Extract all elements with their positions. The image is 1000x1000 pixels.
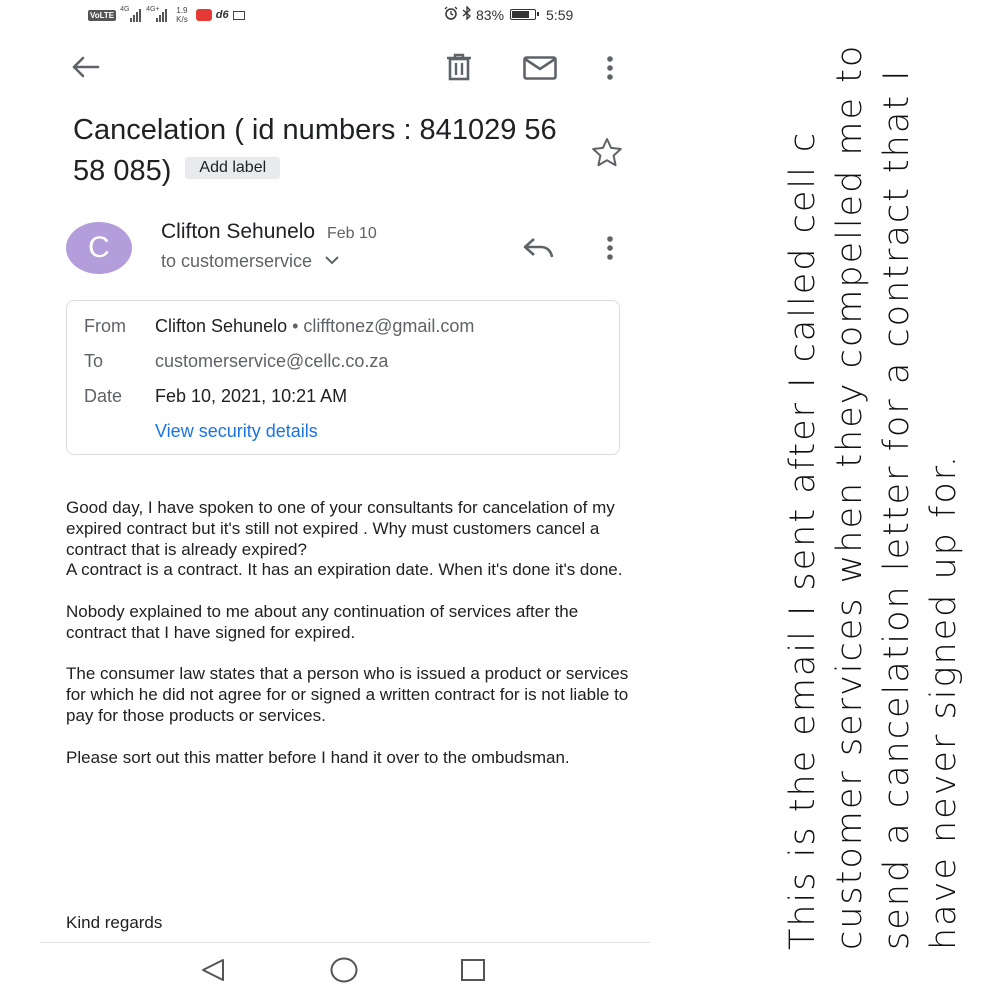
recipient-summary: to customerservice (161, 251, 313, 271)
from-value (155, 316, 474, 337)
mark-unread-mail-icon[interactable] (523, 56, 557, 80)
network-type-1: 4G (120, 6, 130, 13)
note-line-3: send a cancelation letter for a contract that I (877, 68, 917, 950)
nav-divider (40, 942, 650, 943)
reply-icon[interactable] (523, 236, 555, 260)
more-options-icon[interactable] (605, 55, 615, 81)
view-security-details-link[interactable]: View security details (155, 421, 318, 441)
message-more-options-icon[interactable] (605, 235, 615, 261)
app-notification-icon (196, 9, 212, 21)
body-paragraph-3: The consumer law states that a person who is issued a product or services for which he did not agree for or signed a written contract for is not liable to pay for those products or services. (66, 664, 629, 725)
network-speed-unit: K/s (176, 15, 188, 24)
nav-recents-icon[interactable] (460, 958, 486, 982)
network-speed (176, 6, 188, 24)
message-details-card (66, 300, 620, 455)
alarm-icon (444, 6, 458, 23)
delete-trash-icon[interactable] (445, 52, 473, 82)
battery-icon (510, 9, 536, 20)
volte-badge: VoLTE (90, 10, 115, 20)
battery-percent: 83% (476, 6, 505, 23)
nav-back-icon[interactable] (200, 958, 226, 982)
from-email: • clifftonez@gmail.com (292, 316, 475, 336)
note-line-2: customer services when they compelled me to (830, 43, 870, 950)
from-label: From (84, 316, 126, 336)
chevron-down-icon[interactable] (325, 253, 339, 268)
bluetooth-icon (462, 6, 472, 23)
status-right (444, 6, 573, 23)
handwritten-note (780, 43, 964, 950)
clock: 5:59 (546, 6, 574, 23)
signal-1-icon (120, 8, 142, 22)
date-label: Date (84, 386, 123, 406)
body-paragraph-1: Good day, I have spoken to one of your consultants for cancelation of my expired contract but it's still not expired . Why must customers cancel a contract that is already expired? A contract is a contract. It has an expiration date. When it's done it's done. (66, 498, 623, 580)
back-arrow-icon[interactable] (70, 55, 100, 79)
email-subject-text: Cancelation ( id numbers : 841029 56 58 085) (73, 114, 557, 187)
sender-name: Clifton Sehunelo (161, 220, 316, 243)
from-name: Clifton Sehunelo (155, 316, 288, 336)
sender-line (161, 220, 377, 244)
date-value: Feb 10, 2021, 10:21 AM (155, 386, 348, 406)
sender-avatar[interactable]: C (66, 222, 132, 274)
add-label-button[interactable]: Add label (185, 157, 280, 179)
network-speed-value: 1.9 (176, 6, 188, 15)
body-paragraph-2: Nobody explained to me about any continuation of services after the contract that I have signed for expired. (66, 601, 579, 642)
sender-date: Feb 10 (326, 225, 377, 242)
body-paragraph-4: Please sort out this matter before I hand it over to the ombudsman. (66, 747, 570, 767)
status-bar (88, 2, 608, 28)
network-type-2: 4G+ (146, 6, 160, 13)
gmail-notification-icon (233, 11, 245, 20)
email-body (66, 498, 636, 789)
note-line-1: This is the email I sent after I called cell c (783, 130, 823, 950)
note-line-4: have never signed up for. (924, 453, 964, 950)
d6-notification: d6 (215, 9, 229, 21)
status-left (88, 6, 245, 24)
signal-2-icon (146, 8, 168, 22)
to-value: customerservice@cellc.co.za (155, 351, 389, 371)
star-icon[interactable] (591, 137, 623, 167)
email-subject (73, 110, 593, 192)
to-label: To (84, 351, 104, 371)
nav-home-icon[interactable] (330, 957, 358, 983)
recipient-toggle[interactable] (161, 251, 339, 272)
email-closing: Kind regards (66, 913, 163, 932)
